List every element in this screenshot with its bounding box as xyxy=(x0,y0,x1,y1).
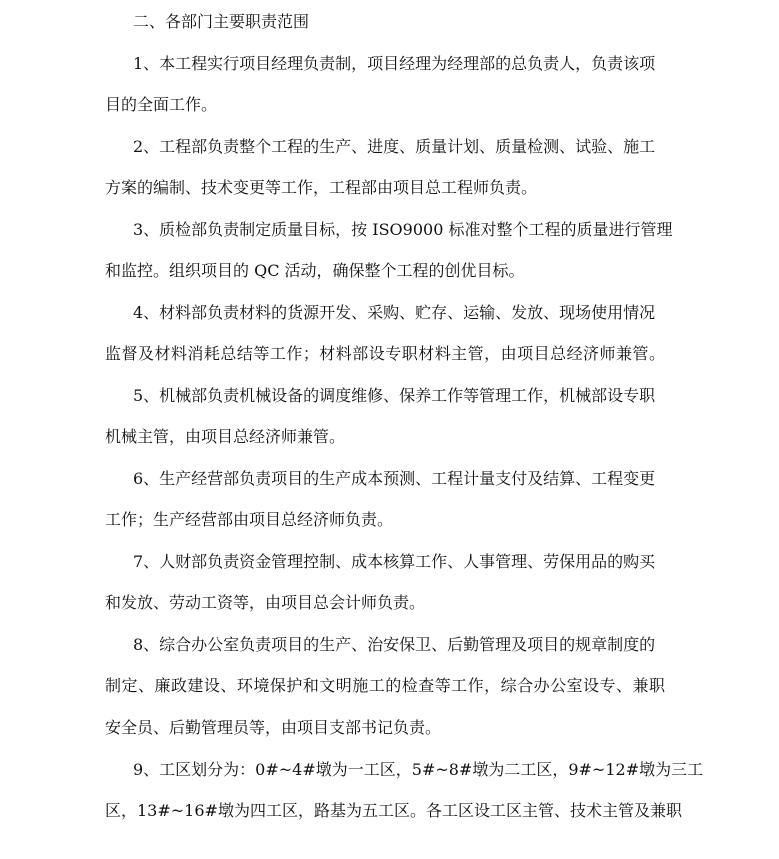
paragraph-4-line-2: 监督及材料消耗总结等工作；材料部设专职材料主管，由项目总经济师兼管。 xyxy=(105,344,665,363)
paragraph-3-line-2: 和监控。组织项目的 QC 活动，确保整个工程的创优目标。 xyxy=(105,261,525,280)
paragraph-2-line-1: 2、工程部负责整个工程的生产、进度、质量计划、质量检测、试验、施工 xyxy=(133,137,656,156)
paragraph-7-line-1: 7、人财部负责资金管理控制、成本核算工作、人事管理、劳保用品的购买 xyxy=(133,552,656,571)
section-heading: 二、各部门主要职责范围 xyxy=(133,12,310,31)
paragraph-1-line-1: 1、本工程实行项目经理负责制，项目经理为经理部的总负责人，负责该项 xyxy=(133,54,656,73)
paragraph-5-line-2: 机械主管，由项目总经济师兼管。 xyxy=(105,427,346,446)
paragraph-7-line-2: 和发放、劳动工资等，由项目总会计师负责。 xyxy=(105,593,426,612)
paragraph-6-line-1: 6、生产经营部负责项目的生产成本预测、工程计量支付及结算、工程变更 xyxy=(133,469,656,488)
paragraph-8-line-3: 安全员、后勤管理员等，由项目支部书记负责。 xyxy=(105,718,442,737)
paragraph-1-line-2: 目的全面工作。 xyxy=(105,95,218,114)
paragraph-3-line-1: 3、质检部负责制定质量目标，按 ISO9000 标准对整个工程的质量进行管理 xyxy=(133,220,673,239)
paragraph-9-line-1: 9、工区划分为：0#~4#墩为一工区，5#~8#墩为二工区，9#~12#墩为三工 xyxy=(133,760,704,779)
paragraph-2-line-2: 方案的编制、技术变更等工作，工程部由项目总工程师负责。 xyxy=(105,178,538,197)
paragraph-9-line-2: 区，13#~16#墩为四工区，路基为五工区。各工区设工区主管、技术主管及兼职 xyxy=(105,801,682,820)
paragraph-5-line-1: 5、机械部负责机械设备的调度维修、保养工作等管理工作，机械部设专职 xyxy=(133,386,656,405)
paragraph-8-line-2: 制定、廉政建设、环境保护和文明施工的检查等工作，综合办公室设专、兼职 xyxy=(105,676,665,695)
paragraph-8-line-1: 8、综合办公室负责项目的生产、治安保卫、后勤管理及项目的规章制度的 xyxy=(133,635,656,654)
paragraph-4-line-1: 4、材料部负责材料的货源开发、采购、贮存、运输、发放、现场使用情况 xyxy=(133,303,656,322)
paragraph-6-line-2: 工作；生产经营部由项目总经济师负责。 xyxy=(105,510,394,529)
